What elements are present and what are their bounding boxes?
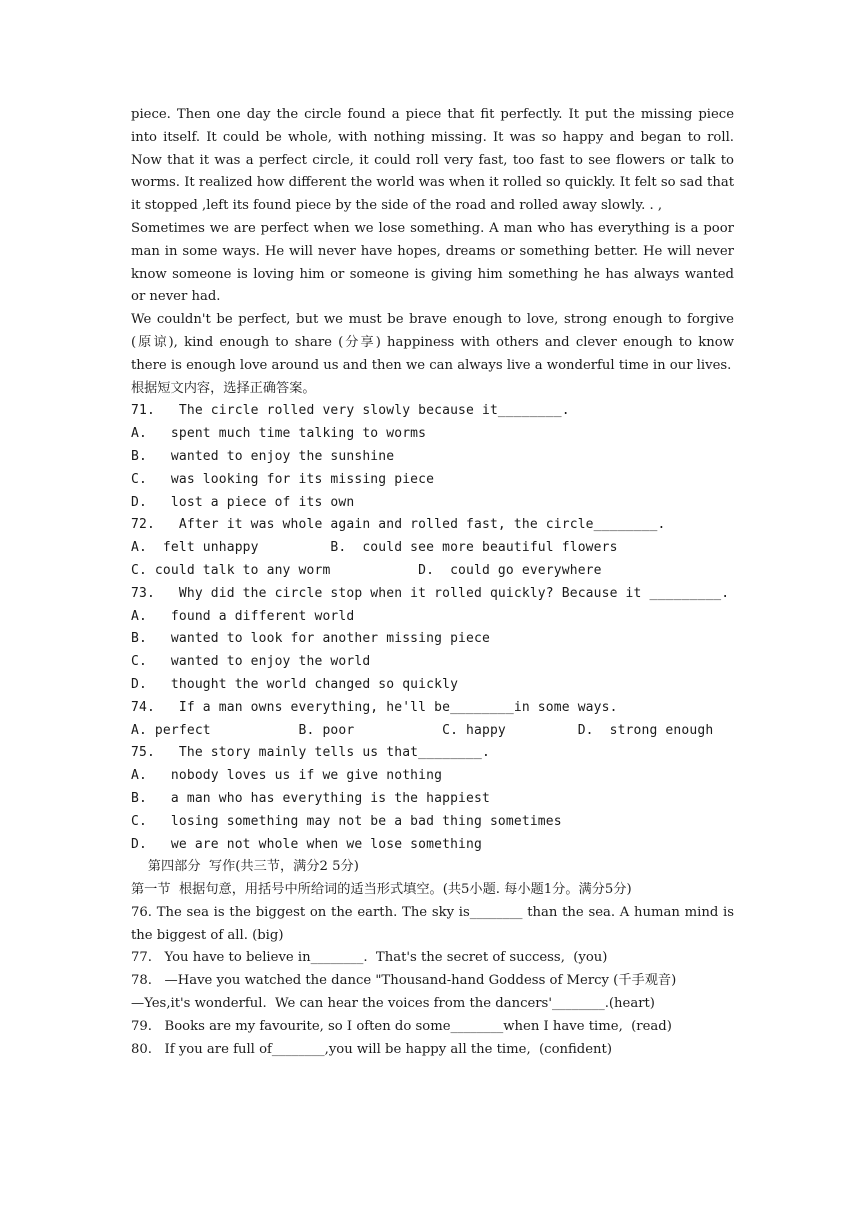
question-72: 72. After it was whole again and rolled fast, the circle________. <box>131 517 666 533</box>
document-page <box>131 104 734 1061</box>
passage-paragraph-2: Sometimes we are perfect when we lose something. A man who has everything is a poor man in some ways. He will never have hopes, dreams or something better. He will never know someone is loving him or someone is giving him something he has always wanted or never had. <box>131 220 734 305</box>
option-73-d: D. thought the world changed so quickly <box>131 676 459 692</box>
option-71-b: B. wanted to enjoy the sunshine <box>131 448 395 464</box>
options-72-cd: C. could talk to any worm D. could go everywhere <box>131 562 602 578</box>
question-79: 79. Books are my favourite, so I often do some________when I have time, (read) <box>131 1018 672 1034</box>
option-73-c: C. wanted to enjoy the world <box>131 654 371 670</box>
section-one-heading: 第一节 根据句意，用括号中所给词的适当形式填空。(共5小题. 每小题1分。满分5分) <box>131 882 632 898</box>
option-75-a: A. nobody loves us if we give nothing <box>131 768 443 784</box>
option-71-c: C. was looking for its missing piece <box>131 471 435 487</box>
reading-instruction: 根据短文内容，选择正确答案。 <box>131 380 316 396</box>
question-78: 78. —Have you watched the dance "Thousand-hand Goddess of Mercy (千手观音) <box>131 973 677 989</box>
part-four-heading: 第四部分 写作(共三节，满分2 5分) <box>131 859 359 875</box>
question-75: 75. The story mainly tells us that________. <box>131 745 490 761</box>
option-75-b: B. a man who has everything is the happiest <box>131 790 490 806</box>
option-75-c: C. losing something may not be a bad thing sometimes <box>131 813 562 829</box>
question-77: 77. You have to believe in________. That's the secret of success, (you) <box>131 950 608 966</box>
option-71-a: A. spent much time talking to worms <box>131 426 427 442</box>
option-73-b: B. wanted to look for another missing piece <box>131 631 490 647</box>
question-80: 80. If you are full of________,you will be happy all the time, (confident) <box>131 1041 612 1057</box>
question-73: 73. Why did the circle stop when it rolled quickly? Because it _________. <box>131 585 730 601</box>
option-71-d: D. lost a piece of its own <box>131 494 355 510</box>
options-74: A. perfect B. poor C. happy D. strong enough <box>131 722 714 738</box>
option-73-a: A. found a different world <box>131 608 355 624</box>
question-76: 76. The sea is the biggest on the earth. The sky is________ than the sea. A human mind is the biggest of all. (big) <box>131 904 734 943</box>
passage-paragraph-1: piece. Then one day the circle found a piece that fit perfectly. It put the missing piece into itself. It could be whole, with nothing missing. It was so happy and began to roll. Now that it was a perfect circle, it could roll very fast, too fast to see flowers or talk to worms. It realized how different the world was when it rolled so quickly. It felt so sad that it stopped ,left its found piece by the side of the road and rolled away slowly. . , <box>131 107 734 214</box>
question-71: 71. The circle rolled very slowly because it________. <box>131 403 570 419</box>
question-78-reply: —Yes,it's wonderful. We can hear the voices from the dancers'________.(heart) <box>131 996 655 1012</box>
option-75-d: D. we are not whole when we lose something <box>131 836 482 852</box>
options-72-ab: A. felt unhappy B. could see more beautiful flowers <box>131 540 618 556</box>
question-74: 74. If a man owns everything, he'll be________in some ways. <box>131 699 618 715</box>
passage-paragraph-3: We couldn't be perfect, but we must be brave enough to love, strong enough to forgive (原谅), kind enough to share (分享) happiness with others and clever enough to know there is enough love around us and then we can always live a wonderful time in our lives. <box>131 312 734 373</box>
